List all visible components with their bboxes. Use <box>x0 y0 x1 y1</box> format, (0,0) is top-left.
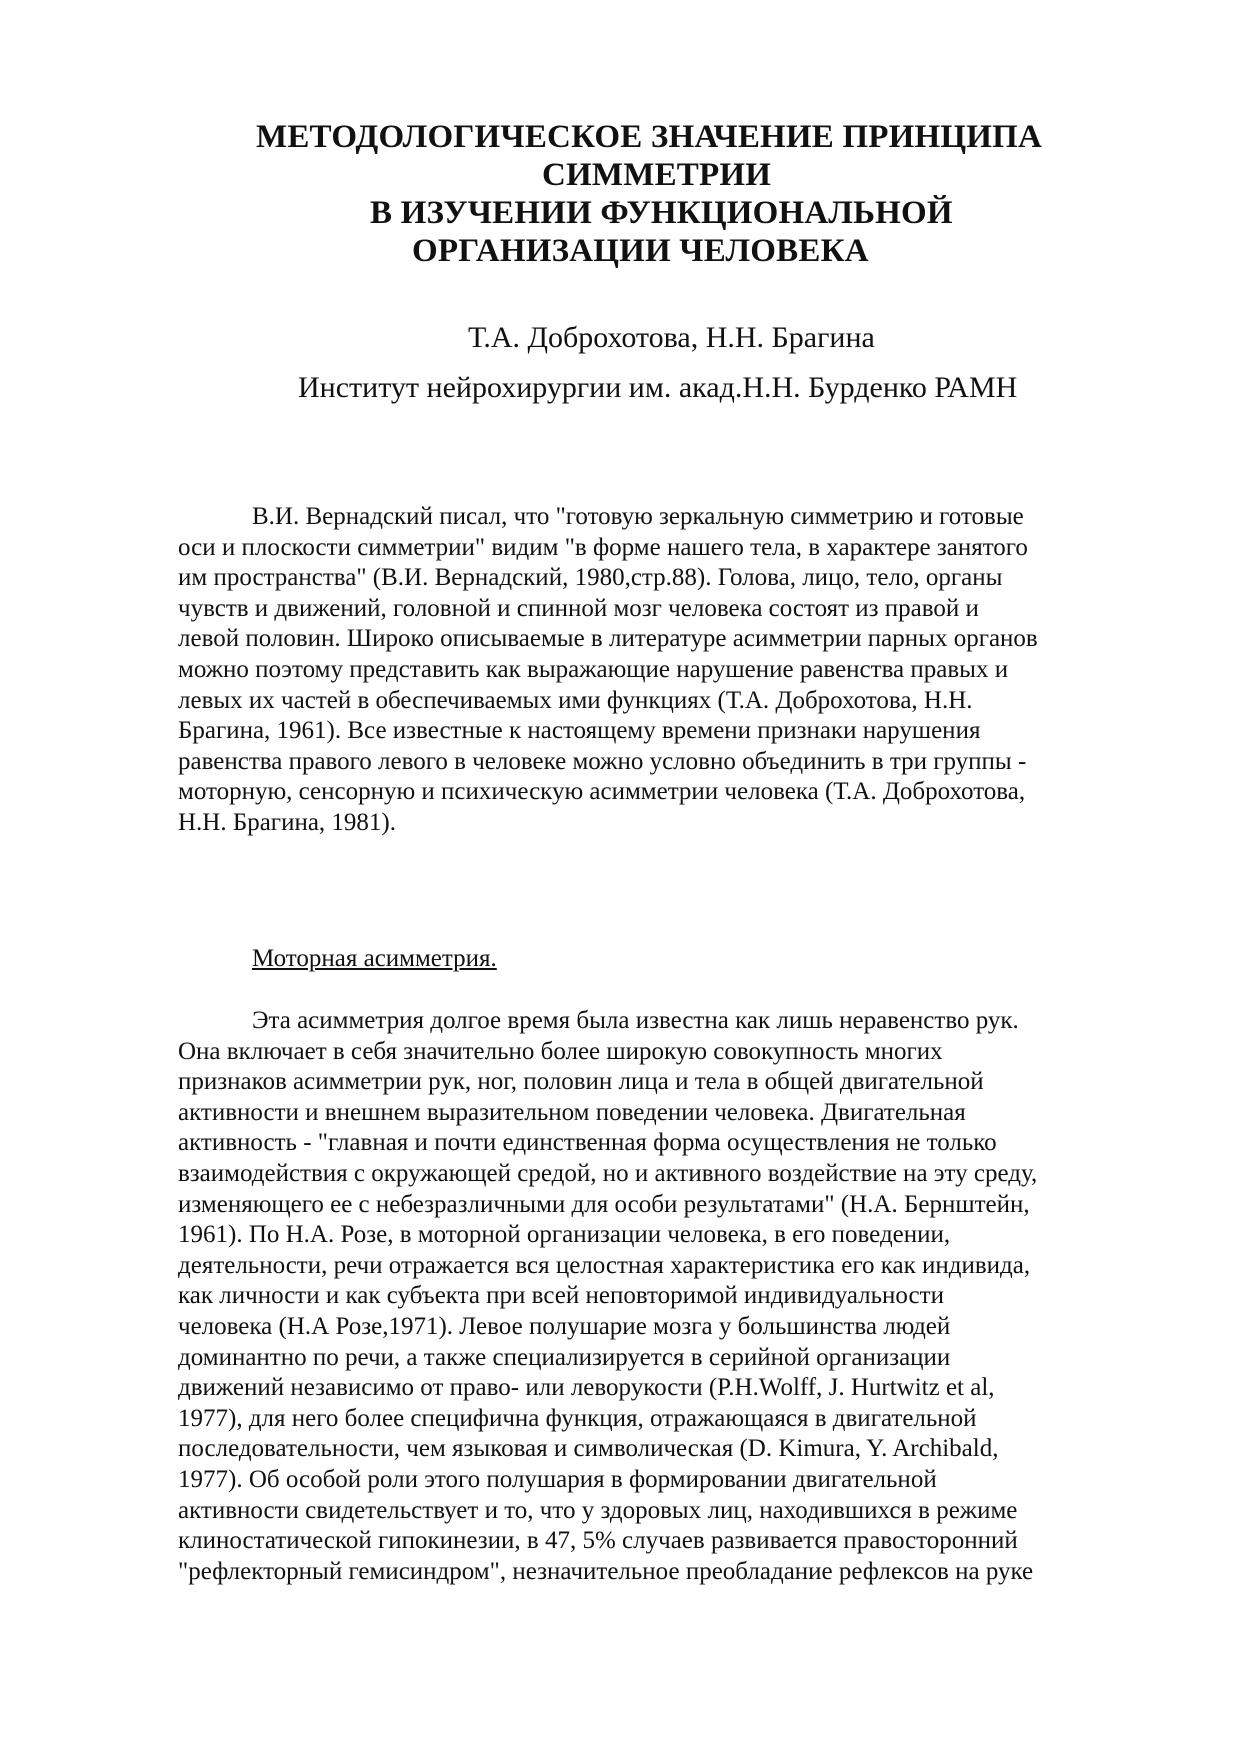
paragraph-line: последовательности, чем языковая и символическая (D. Kimura, Y. Archibald, <box>178 1435 999 1463</box>
title-line-1: МЕТОДОЛОГИЧЕСКОЕ ЗНАЧЕНИЕ ПРИНЦИПА <box>256 119 1043 155</box>
paragraph-line: моторную, сенсорную и психическую асимметрии человека (Т.А. Доброхотова, <box>178 778 1026 806</box>
paragraph-line: Н.Н. Брагина, 1981). <box>178 808 396 836</box>
paragraph-line: активности и внешнем выразительном поведении человека. Двигательная <box>178 1098 966 1126</box>
motor-asymmetry-paragraph <box>178 1006 1138 1587</box>
paragraph-line: оси и плоскости симметрии" видим "в форме нашего тела, в характере занятого <box>178 533 1028 561</box>
paragraph-line: признаков асимметрии рук, ног, половин лица и тела в общей двигательной <box>178 1068 984 1096</box>
paragraph-line: человека (Н.А Розе,1971). Левое полушарие мозга у большинства людей <box>178 1312 951 1340</box>
paragraph-line: равенства правого левого в человеке можно условно объединить в три группы - <box>178 747 1027 775</box>
section-heading-motor-asymmetry: Моторная асимметрия. <box>252 945 497 972</box>
paragraph-line: Брагина, 1961). Все известные к настоящему времени признаки нарушения <box>178 717 981 745</box>
paragraph-line: В.И. Вернадский писал, что "готовую зеркальную симметрию и готовые <box>252 503 1024 530</box>
paragraph-line: "рефлекторный гемисиндром", незначительное преобладание рефлексов на руке <box>178 1557 1034 1585</box>
authors: Т.А. Доброхотова, Н.Н. Брагина <box>468 321 875 354</box>
paragraph-line: доминантно по речи, а также специализируется в серийной организации <box>178 1343 951 1371</box>
paragraph-line: взаимодействия с окружающей средой, но и активного воздействие на эту среду, <box>178 1159 1038 1187</box>
paragraph-line: 1977), для него более специфична функция, отражающаяся в двигательной <box>178 1404 977 1432</box>
paragraph-line: левых их частей в обеспечиваемых ими функциях (Т.А. Доброхотова, Н.Н. <box>178 686 973 714</box>
paragraph-line: Эта асимметрия долгое время была известна как лишь неравенство рук. <box>252 1007 1019 1034</box>
paragraph-line: как личности и как субъекта при всей неповторимой индивидуальности <box>178 1282 944 1310</box>
title-line-2: СИММЕТРИИ <box>542 157 772 193</box>
paragraph-line: 1961). По Н.А. Розе, в моторной организации человека, в его поведении, <box>178 1221 951 1249</box>
paragraph-line: 1977). Об особой роли этого полушария в формировании двигательной <box>178 1465 937 1493</box>
paragraph-line: деятельности, речи отражается вся целостная характеристика его как индивида, <box>178 1251 1031 1279</box>
institute-affiliation: Институт нейрохирургии им. акад.Н.Н. Бурденко РАМН <box>298 371 1018 404</box>
title-line-4: ОРГАНИЗАЦИИ ЧЕЛОВЕКА <box>412 233 869 269</box>
paragraph-line: активности свидетельствует и то, что у здоровых лиц, находившихся в режиме <box>178 1496 1018 1524</box>
paragraph-line: изменяющего ее с небезразличными для особи результатами" (Н.А. Бернштейн, <box>178 1190 1030 1218</box>
intro-paragraph <box>178 502 1138 839</box>
paragraph-line: левой половин. Широко описываемые в литературе асимметрии парных органов <box>178 625 1038 653</box>
paragraph-line: клиностатической гипокинезии, в 47, 5% случаев развивается правосторонний <box>178 1527 1018 1555</box>
paragraph-line: чувств и движений, головной и спинной мозг человека состоят из правой и <box>178 594 979 622</box>
title-line-3: В ИЗУЧЕНИИ ФУНКЦИОНАЛЬНОЙ <box>370 195 953 231</box>
paragraph-line: активность - "главная и почти единственная форма осуществления не только <box>178 1129 997 1157</box>
paragraph-line: движений независимо от право- или леворукости (P.H.Wolff, J. Hurtwitz et al, <box>178 1374 995 1402</box>
paragraph-line: Она включает в себя значительно более широкую совокупность многих <box>178 1037 943 1065</box>
document-title <box>180 118 1160 270</box>
paragraph-line: им пространства" (В.И. Вернадский, 1980,стр.88). Голова, лицо, тело, органы <box>178 564 1003 592</box>
paragraph-line: можно поэтому представить как выражающие нарушение равенства правых и <box>178 655 1009 683</box>
